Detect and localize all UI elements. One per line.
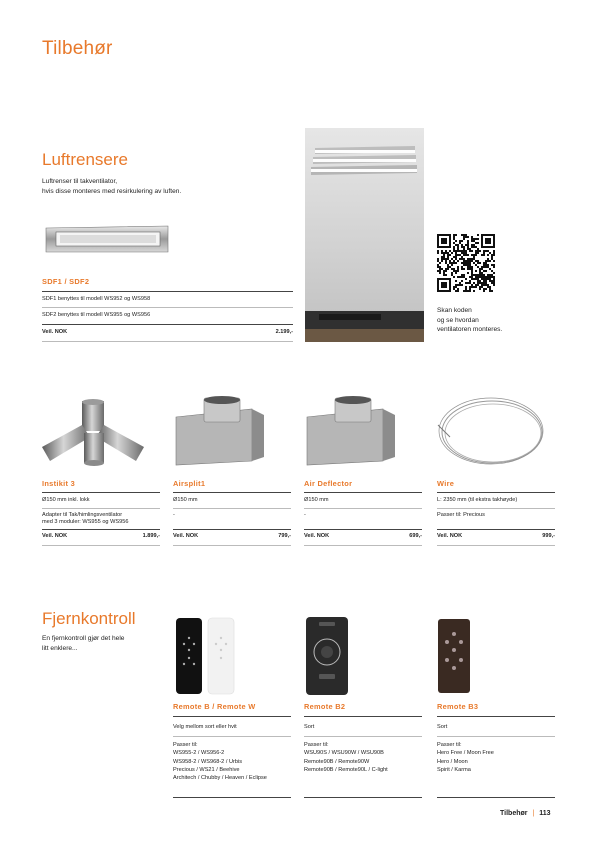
remote-title: Remote B3 — [437, 702, 479, 711]
page-number: 113 — [539, 810, 551, 817]
remote-fit-item: WS955-2 / WS956-2 — [173, 750, 225, 757]
accessory-price-label: Veil. NOK — [173, 533, 199, 539]
accessory-title: Air Deflector — [304, 479, 353, 488]
fjernkontroll-intro-line2: litt enklere... — [42, 644, 78, 652]
sdf-price-row — [42, 329, 293, 335]
remote-b-w-image — [174, 616, 238, 696]
footer — [500, 810, 551, 817]
accessory-price-label: Veil. NOK — [437, 533, 463, 539]
accessory-line2 — [304, 512, 306, 519]
wire-image — [432, 395, 552, 470]
remote-color: Sort — [304, 724, 315, 730]
kitchen-ceiling-photo — [305, 128, 424, 342]
sdf-line1: SDF1 benyttes til modell WS952 og WS958 — [42, 296, 151, 302]
accessory-price: 999,- — [542, 533, 555, 539]
accessory-line1: Ø150 mm — [173, 497, 198, 503]
remote-b2-image — [305, 616, 349, 696]
page-title: Tilbehør — [42, 38, 113, 59]
remote-fits — [437, 741, 494, 774]
remote-fit-item: Remote90B / Remote90L / C-light — [304, 766, 388, 773]
remote-fit-item: Precious / WS21 / Beehive — [173, 766, 240, 773]
remote-fit-item: Remote90B / Remote90W — [304, 758, 370, 765]
accessory-line2b: med 3 moduler: WS955 og WS956 — [42, 519, 129, 525]
accessory-line1: L: 2350 mm (til ekstra takhøyde) — [437, 497, 518, 503]
section-heading-luftrensere: Luftrensere — [42, 150, 128, 169]
accessory-line2 — [437, 512, 485, 519]
accessory-price-row — [437, 533, 555, 539]
remote-fit-item: Hero Free / Moon Free — [437, 750, 494, 757]
remote-fit-item: WSU90S / WSU90W / WSU90B — [304, 750, 384, 757]
accessory-line2 — [173, 512, 175, 519]
accessory-line1: Ø150 mm inkl. lokk — [42, 497, 90, 503]
remote-fits — [173, 741, 267, 782]
accessory-line2a: - — [173, 512, 175, 518]
accessory-price-row — [304, 533, 422, 539]
footer-label: Tilbehør — [500, 810, 528, 817]
qr-caption — [437, 306, 502, 335]
luftrensere-intro — [42, 177, 181, 196]
accessory-price: 799,- — [278, 533, 291, 539]
fjernkontroll-intro — [42, 634, 124, 653]
accessory-line2a: Passer til: Precious — [437, 512, 485, 518]
accessory-line2a: - — [304, 512, 306, 518]
accessory-title: Wire — [437, 479, 455, 488]
section-heading-fjernkontroll: Fjernkontroll — [42, 609, 136, 628]
remote-fits-label: Passer til: — [437, 742, 462, 748]
accessory-line2a: Adapter til Tak/himlingsventilator — [42, 512, 123, 518]
remote-fit-item: Hero / Moon — [437, 758, 468, 765]
remote-title: Remote B2 — [304, 702, 346, 711]
remote-color: Sort — [437, 724, 448, 730]
instikit-image — [38, 395, 150, 470]
accessory-title: Airsplit1 — [173, 479, 206, 488]
sdf-filter-image — [44, 222, 170, 256]
remote-b3-image — [437, 618, 471, 694]
sdf-price: 2.199,- — [275, 329, 293, 335]
fjernkontroll-intro-line1: En fjernkontroll gjør det hele — [42, 635, 125, 642]
airsplit-image — [172, 395, 290, 470]
qr-caption-line1: Skan koden — [437, 307, 472, 314]
accessory-price-row — [173, 533, 291, 539]
remote-fit-item: WS958-2 / WS968-2 / Urbis — [173, 758, 243, 765]
accessory-price-row — [42, 533, 160, 539]
remote-fits-label: Passer til: — [304, 742, 329, 748]
accessory-price: 1.899,- — [142, 533, 160, 539]
air-deflector-image — [303, 395, 421, 470]
accessory-line2 — [42, 512, 128, 526]
accessory-price-label: Veil. NOK — [42, 533, 68, 539]
accessory-line1: Ø150 mm — [304, 497, 329, 503]
qr-code[interactable] — [437, 234, 495, 292]
luftrensere-intro-line1: Luftrenser til takventilator, — [42, 178, 118, 185]
qr-caption-line2: og se hvordan — [437, 316, 479, 324]
remote-fits-label: Passer til: — [173, 742, 198, 748]
accessory-price: 699,- — [409, 533, 422, 539]
accessory-title: Instikit 3 — [42, 479, 75, 488]
remote-title: Remote B / Remote W — [173, 702, 256, 711]
remote-color: Velg mellom sort eller hvit — [173, 724, 237, 730]
qr-caption-line3: ventilatoren monteres. — [437, 326, 503, 333]
footer-separator: | — [532, 810, 535, 817]
accessory-price-label: Veil. NOK — [304, 533, 330, 539]
remote-fits — [304, 741, 388, 774]
remote-fit-item: Spirit / Karma — [437, 766, 471, 773]
luftrensere-intro-line2: hvis disse monteres med resirkulering av luften. — [42, 187, 182, 195]
sdf-price-label: Veil. NOK — [42, 329, 68, 335]
remote-fit-item: Architech / Chubby / Heaven / Eclipse — [173, 775, 267, 782]
sdf-line2: SDF2 benyttes til modell WS955 og WS956 — [42, 312, 151, 318]
sdf-product-title: SDF1 / SDF2 — [42, 277, 90, 286]
